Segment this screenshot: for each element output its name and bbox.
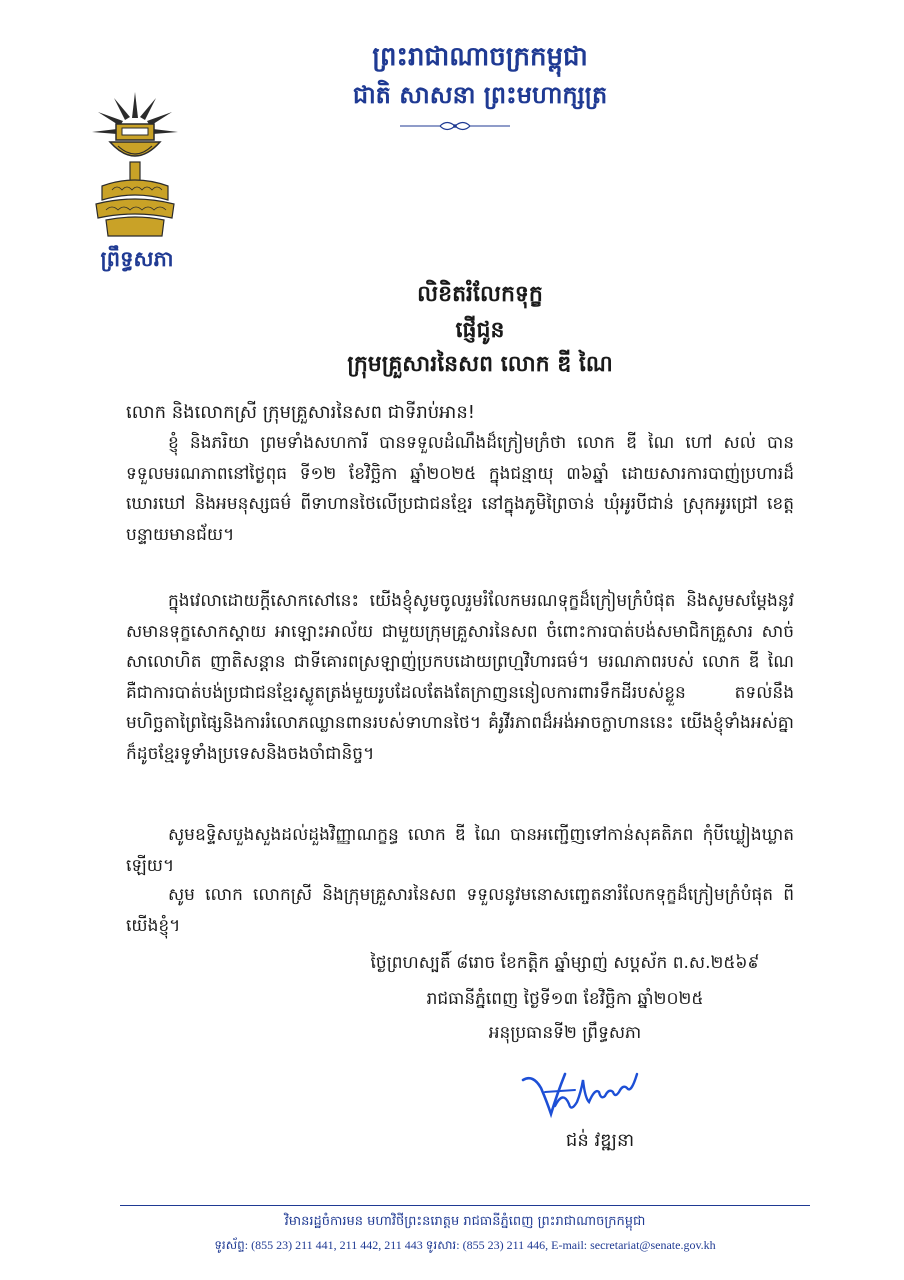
salutation: លោក និងលោកស្រី ក្រុមគ្រួសារនៃសព ជាទីរាប់អាន!	[126, 402, 475, 423]
footer-address: វិមានរដ្ឋចំការមន មហាវិថីព្រះនរោត្តម រាជធានីភ្នំពេញ ព្រះរាជាណាចក្រកម្ពុជា	[284, 1214, 646, 1229]
body-paragraph-4: សូម លោក លោកស្រី និងក្រុមគ្រួសារនៃសព ទទួលនូវមនោសញ្ចេតនារំលែកទុក្ខដ៏ក្រៀមក្រំបំផុត ពីយើងខ្ញុំ។	[126, 885, 794, 936]
footer-divider	[120, 1205, 810, 1206]
place-date: រាជធានីភ្នំពេញ ថ្ងៃទី១៣ ខែវិច្ឆិកា ឆ្នាំ២០២៥	[426, 989, 704, 1009]
divider-ornament-icon	[400, 119, 510, 133]
letter-title-to: ផ្ញើជូន	[455, 317, 505, 343]
body-paragraph-2: ក្នុងវេលាដោយក្ដីសោកសៅនេះ យើងខ្ញុំសូមចូលរួមរំលែកមរណទុក្ខដ៏ក្រៀមក្រំបំផុត និងសូមសម្ដែងនូវសមានទុក្ខសោកស្ដាយ អាឡោះអាល័យ ជាមួយក្រុមគ្រួសារនៃសព ចំពោះការបាត់បង់សមាជិកគ្រួសារ សាច់សាលោហិត ញាតិសន្ដាន ជាទីគោរពស្រឡាញ់ប្រកបដោយព្រហ្មវិហារធម៌។ មរណភាពរបស់ លោក ឌី ណៃ គឺជាការបាត់បង់ប្រជាជនខ្មែរស្លូតត្រង់មួយរូបដែលតែងតែក្រាញននៀលការពារទឹកដីរបស់ខ្លួន តទល់នឹងមហិច្ឆតាព្រៃផ្សៃនិងការរំលោភឈ្លានពានរបស់ទាហានថៃ។ គំរូវីរភាពដ៏អង់អាចក្លាហាននេះ យើងខ្ញុំទាំងអស់គ្នា ក៏ដូចខ្មែរទូទាំងប្រទេសនិងចងចាំជានិច្ច។	[126, 591, 794, 764]
kingdom-heading: ព្រះរាជាណាចក្រកម្ពុជា	[372, 42, 588, 72]
signer-position: អនុប្រធានទី២ ព្រឹទ្ធសភា	[488, 1023, 642, 1043]
institution-label: ព្រឹទ្ធសភា	[100, 246, 174, 271]
senate-emblem-icon	[92, 90, 178, 240]
national-motto: ជាតិ សាសនា ព្រះមហាក្សត្រ	[352, 80, 608, 109]
body-paragraph-1: ខ្ញុំ និងភរិយា ព្រមទាំងសហការី បានទទួលដំណឹងដ៏ក្រៀមក្រំថា លោក ឌី ណៃ ហៅ សល់ បានទទួលមរណភាពនៅថ្ងៃពុធ ទី១២ ខែវិច្ឆិកា ឆ្នាំ២០២៥ ក្នុងជន្មាយុ ៣៦ឆ្នាំ ដោយសារការបាញ់ប្រហារដ៏ឃោរឃៅ និងអមនុស្សធម៌ ពីទាហានថៃលើប្រជាជនខ្មែរ នៅក្នុងភូមិព្រៃចាន់ ឃុំអូរបីជាន់ ស្រុកអូរជ្រៅ ខេត្តបន្ទាយមានជ័យ។	[126, 433, 794, 545]
lunar-date: ថ្ងៃព្រហស្បតិ៍ ៨រោច ខែកត្តិក ឆ្នាំម្សាញ់ សប្តស័ក ព.ស.២៥៦៩	[370, 953, 760, 973]
body-paragraph-3: សូមឧទ្ទិសបួងសួងដល់ដួងវិញ្ញាណក្ខន្ធ លោក ឌី ណៃ បានអញ្ជើញទៅកាន់សុគតិភព កុំបីឃ្លៀងឃ្លាតឡើយ។	[126, 825, 794, 876]
letter-title: លិខិតរំលែកទុក្ខ	[417, 281, 543, 307]
footer-contact: ទូរស័ព្ទ: (855 23) 211 441, 211 442, 211 443 ទូរសារ: (855 23) 211 446, E-mail: secretariat@senate.gov.kh	[214, 1238, 716, 1252]
handwritten-signature-icon	[515, 1062, 665, 1132]
signer-name: ជន់ វឌ្ឍនា	[565, 1130, 635, 1151]
letter-recipient: ក្រុមគ្រួសារនៃសព លោក ឌី ណៃ	[347, 351, 613, 377]
